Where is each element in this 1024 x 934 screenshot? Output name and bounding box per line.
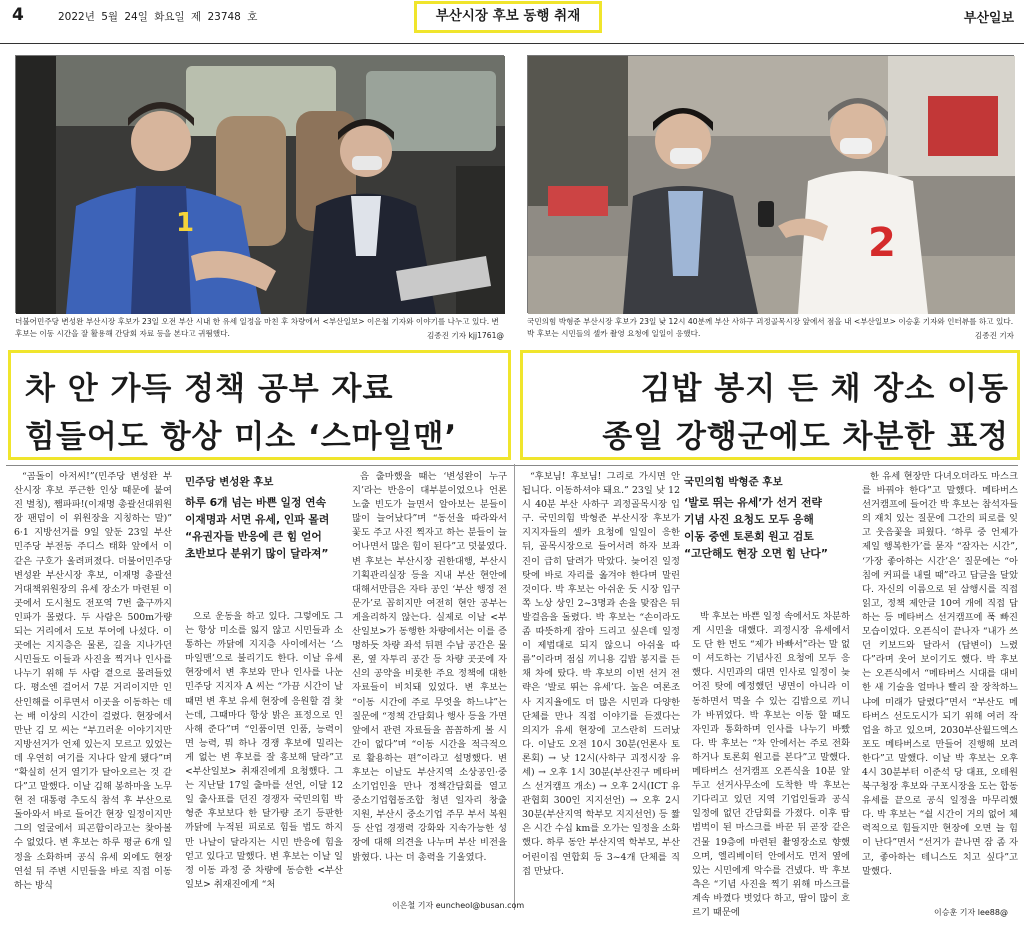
svg-text:2: 2 — [868, 220, 896, 266]
subhead-left — [185, 474, 350, 562]
page-number: 4 — [12, 5, 24, 25]
photo-credit: 김종진 기자 kjj1761@ — [426, 330, 504, 340]
headline-line: 종일 강행군에도 차분한 표정 — [602, 419, 1009, 455]
section-title-box — [414, 1, 602, 33]
column-divider — [514, 464, 515, 910]
photo-street-interview — [527, 55, 1014, 313]
subhead-candidate: 민주당 변성완 후보 — [185, 476, 274, 488]
photo-credit: 김종진 기자 — [974, 330, 1014, 340]
article-column — [692, 610, 850, 918]
subhead-right — [684, 474, 854, 562]
subhead-candidate: 국민의힘 박형준 후보 — [684, 476, 783, 488]
article-column — [522, 470, 680, 910]
caption-text: 더불어민주당 변성완 부산시장 후보가 23일 오전 부산 시내 한 유세 일정을 마친 후 차량에서 <부산일보> 이은철 기자와 이야기를 나누고 있다. 변 후보는 이동 시간을 잘 활용해 간담회 자료 등을 본다고 귀띔했다. — [15, 317, 499, 338]
subhead-line: “고단해도 현장 오면 힘 난다” — [684, 547, 828, 560]
subhead-line: 하루 6개 넘는 바쁜 일정 연속 — [185, 496, 327, 509]
body-text: 으로 운동을 하고 있다. 그렇에도 그는 항상 미소를 잃지 않고 시민들과 소통하는 까닭에 지지층 사이에서는 ‘스마일맨’으로 불리기도 한다. 이날 유세 현장에서 변 후보와 만나 인사를 나눈 민주당 지지자 A 씨는 “가끔 시간이 날 때면 변 후보 유세 현장에 응원할 겸 찾는데, 그때마다 항상 밝은 표정으로 인사해 준다”며 “인품이면 인품, 능력이면 능력, 뭐 하나 경쟁 후보에 밀리는 게 없는 변 후보를 잘 홍보해 달라”고 <부산일보> 취재진에게 요청했다. 그는 지난달 17일 출마를 선언, 이달 12일 출사표를 던진 경쟁자 국민의힘 박형준 후보보다 한 달가량 조기 등판한 까닭에 누적된 피로로 힘들 법도 하지만 나날이 달라지는 시민 반응에 힘을 얻고 있다고 말했다. 변 후보는 이날 일정 이동 과정 중 차량에 동승한 <부산일보> 취재진에게 “처 — [185, 611, 343, 890]
byline-right: 이승훈 기자 lee88@ — [934, 908, 1008, 917]
subhead-line: 이재명과 서면 유세, 인파 몰려 — [185, 513, 330, 526]
photo-caption-left — [15, 316, 504, 341]
svg-text:1: 1 — [176, 208, 195, 238]
subhead-line: 초반보다 분위기 많이 달라져” — [185, 547, 329, 560]
photo-caption-right — [527, 316, 1014, 341]
section-title: 부산시장 후보 동행 취재 — [435, 8, 581, 24]
headline-line: 차 안 가득 정책 공부 자료 — [25, 371, 394, 407]
article-column — [352, 470, 507, 910]
masthead — [0, 0, 1024, 44]
body-text: 한 유세 현장만 다녀오더라도 마스크를 바꿔야 한다”고 말했다. 메타버스 선거캠프에 들어간 박 후보는 참석자들의 재치 있는 질문에 그간의 피로를 잊고 웃음꽃을 피웠다. ‘하루 중 언제가 제일 행복한가’를 묻자 “잠자는 시간”, ‘가장 좋아하는 시간’은’ 질문에는 “아침에 커피를 내릴 때”라고 답글을 달았다. 자신의 이름으로 된 삼행시를 직접 읽고, 정책 제안글 10여 개에 직접 답하는 등 메타버스 선거캠프에 푹 빠진 모습이었다. 오픈식이 끝나자 “내가 쓰던 키보드와 달라서 (답변이) 느렸다”라며 웃어 보이기도 했다. 박 후보는 오픈식에서 “메타버스 시대를 대비한 새 기술을 얼마나 빨리 잘 장착하느냐에 미래가 달렸다”면서 “부산도 메타버스 선도도시가 되기 위해 여러 작업을 하고 있으며, 2030부산월드엑스포도 메타버스로 만들어 진행해 보려 한다”고 말했다. 이날 박 후보는 오후 4시 30분부터 이준석 당 대표, 오테원 북구청장 후보와 구포시장을 도는 합동 유세를 끝으로 공식 일정을 마무리했다. 박 후보는 “쉴 시간이 거의 없어 체력적으로 힘들지만 현장에 오면 늘 힘이 난다”면서 “선거가 끝나면 잠 좀 자고, 좋아하는 테니스도 치고 싶다”고 말했다. — [862, 471, 1018, 877]
issue-date: 2022년 5월 24일 화요일 제 23748 호 — [58, 11, 258, 23]
caption-text: 국민의힘 박형준 부산시장 후보가 23일 낮 12시 40분께 부산 사하구 괴정골목시장 앞에서 점을 내 <부산일보> 이승훈 기자와 인터뷰를 하고 있다. 박 후보는 시민들의 셀카 촬영 요청에 일일이 응했다. — [527, 317, 1014, 338]
article-column — [14, 470, 172, 910]
photo-car-interview — [15, 55, 504, 313]
subhead-line: 기념 사진 요청도 모두 응해 — [684, 513, 814, 526]
body-text: 박 후보는 바쁜 일정 속에서도 차분하게 시민을 대했다. 괴정시장 유세에서도 단 한 번도 “제가 바빠서”라는 말 없이 셔도하는 기념사진 요청에 모두 응했다. 시민과의 대면 인사로 일정이 늦어진 탓에 예정했던 냉면이 아니라 이동하면서 먹을 수 있는 김밥으로 끼니가 바뀌었다. 박 후보는 이동 할 때도 자인과 통화하며 인사를 나누기 바빴다. 박 후보는 “차 안에서는 주로 전화하거나 토론회 원고를 본다”고 말했다. 메타버스 선거캠프 오픈식을 10분 앞두고 선거사무소에 도착한 박 후보는 기다리고 있던 지역 기업인들과 공식 일정에 없던 간담회를 가졌다. 이후 땀 범벅이 된 마스크를 바꾼 뒤 곧장 같은 건물 19층에 마련된 촬영장소로 향했으며, 엘리베이터 안에서도 먼저 옆에 있는 시민에게 악수를 건넸다. 박 후보 측은 “기념 사진을 찍기 위해 마스크를 계속 바꼈다 벗었다 하고, 땀이 많이 흐르기 때문에 — [692, 611, 850, 918]
headline-right — [520, 350, 1020, 460]
headline-line: 힘들어도 항상 미소 ‘스마일맨’ — [25, 419, 458, 455]
body-text: “후보님! 후보님! 그리로 가시면 안 됩니다. 이동하셔야 돼요.” 23일 낮 12시 40분 부산 사하구 괴정골목시장 입구. 국민의힘 박형준 부산시장 후보가 지지자들의 셀카 요청에 일일이 응한 뒤, 골목시장으로 들어서려 하자 보좌진이 급히 달려가 막았다. 늦어진 일정 탓에 바로 자리를 옮겨야 한다며 말린 것이다. 박 후보는 아쉬운 듯 시장 입구 쪽 노상 상인 2~3명과 손을 맞잡은 뒤 발걸음을 돌렸다. 박 후보는 “손이라도 좀 따뜻하게 잡아 드리고 싶은데 일정이 제법대로 되지 않으니 아쉬울 따름”이라며 점심 끼니용 김밥 봉지를 든 채 차에 탔다. 박 후보의 이번 선거 전략은 ‘발로 뛰는 유세’다. 높은 여론조사 지지율에도 더 많은 시민과 다양한 단체를 만나 직접 이야기를 듣겠다는 의지가 유세 현장에 고스란히 드러났다. 이날도 오전 10시 30분(언론사 토론회) → 낮 12시(사하구 괴정시장 유세) → 오후 1시 30분(부산진구 메타버스 선거캠프 개소) → 오후 2시(ICT 유관협회 300인 지지선언) → 오후 2시 30분(부산지역 학부모 지지선언) 등 짧은 시간 수십 km를 오가는 일정을 소화했다. 하루 동안 부산지역 학부모, 부산어린이집 연합회 등 3~4개 단체를 직접 만났다. — [522, 471, 680, 877]
body-text: “곰돌이 아저씨!”(민주당 변성완 부산시장 후보 푸근한 인상 때문에 붙여진 별칭), 쨈파파!(이재명 총괄선대위원장 팬덤이 이 위원장을 지칭하는 말)” 6·1 지방선거를 9일 앞둔 23일 부산 민주당 부전동 주디스 태화 앞에서 이 같은 구호가 울려퍼졌다. 더불어민주당 변성완 부산시장 후보, 이재명 총괄선거대책위원장의 유세 장소가 마련된 이곳에서 도시철도 전포역 7번 출구까지 인파가 몰렸다. 두 사람은 500m가량 되는 거리에서 도보 투어에 나섰다. 이곳에는 지지층은 물론, 길을 지나가던 시민들도 이들과 사진을 찍거나 인사를 나누기 위해 두 사람 곁으로 몰려들었다. 평소엔 걸어서 7분 거리이지만 인산인해를 이루면서 이곳을 이동하는 데는 배 이상의 시간이 걸렸다. 현장에서 만난 김 모 씨는 “부끄러운 이야기지만 지방선거가 언제 있는지 모르고 있었는데 우연히 여기를 지나다 알게 됐다”며 “확실히 선거 열기가 달아오르는 것 같다”고 말했다. 이날 김해 봉하마을 노무현 전 대통령 추도식 참석 후 부산으로 돌아와서 바로 들어간 현장 일정이지만 그의 얼굴에서 피곤함이라고는 찾아볼 수 없었다. 변 후보는 하루 평균 6개 일정을 소화하며 공식 유세 외에도 현장 연설 뒤 주변 시민들을 바로 직접 이동하는 방식 — [14, 471, 172, 891]
article-column — [862, 470, 1018, 910]
subhead-line: “유권자들 반응에 큰 힘 얻어 — [185, 530, 322, 543]
headline-line: 김밥 봉지 든 채 장소 이동 — [640, 371, 1009, 407]
subhead-line: ‘발로 뛰는 유세’가 선거 전략 — [684, 496, 822, 509]
headline-left — [8, 350, 511, 460]
body-text: 음 출마했을 때는 ‘변성완이 누구지’라는 반응이 대부분이었으나 언론 노출 빈도가 늘면서 알아보는 분들이 많이 늘어났다”며 “동선을 따라와서 꽃도 주고 사진 찍자고 하는 분들이 늘어나면서 많은 힘이 된다”고 덧붙였다. 변 후보는 부산시장 권한대행, 부산시 기획관리실장 등을 지내 부산 현안에 대해서만큼은 자타 공인 ‘부산 행정 전문가’로 꼽히지만 여전히 현안 공부는 게을리하지 않는다. 실제로 이날 <부산일보>가 동행한 차량에서는 이를 증명하듯 차량 좌석 뒤편 수납 공간은 물론, 옆 자투리 공간 등 차량 곳곳에 자신의 공약을 비롯한 주요 정책에 대한 자료들이 비치돼 있었다. 변 후보는 “이동 시간에 주로 무엇을 하느냐”는 질문에 “정책 간담회나 행사 등을 가면 앞에서 관련 자료들을 꼼꼼하게 볼 시간이 없다”며 “이동 시간을 적극적으로 활용하는 편”이라고 설명했다. 변 후보는 이날도 부산지역 소상공인·중소기업인을 만나 정책간담회를 열고 중소기업협동조합 청년 일자리 창출 지원, 부산시 중소기업 주무 부서 복원 등 산업 경쟁력 강화와 지속가능한 성장에 대해 의견을 나누며 부산 비전을 밝혔다. 나는 더 총력을 기울였다. — [352, 471, 507, 863]
subhead-line: 이동 중엔 토론회 원고 검토 — [684, 530, 814, 543]
byline-left: 이은철 기자 euncheol@busan.com — [392, 901, 525, 910]
divider — [6, 465, 1018, 466]
newspaper-name: 부산일보 — [963, 11, 1014, 26]
article-column — [185, 610, 343, 910]
